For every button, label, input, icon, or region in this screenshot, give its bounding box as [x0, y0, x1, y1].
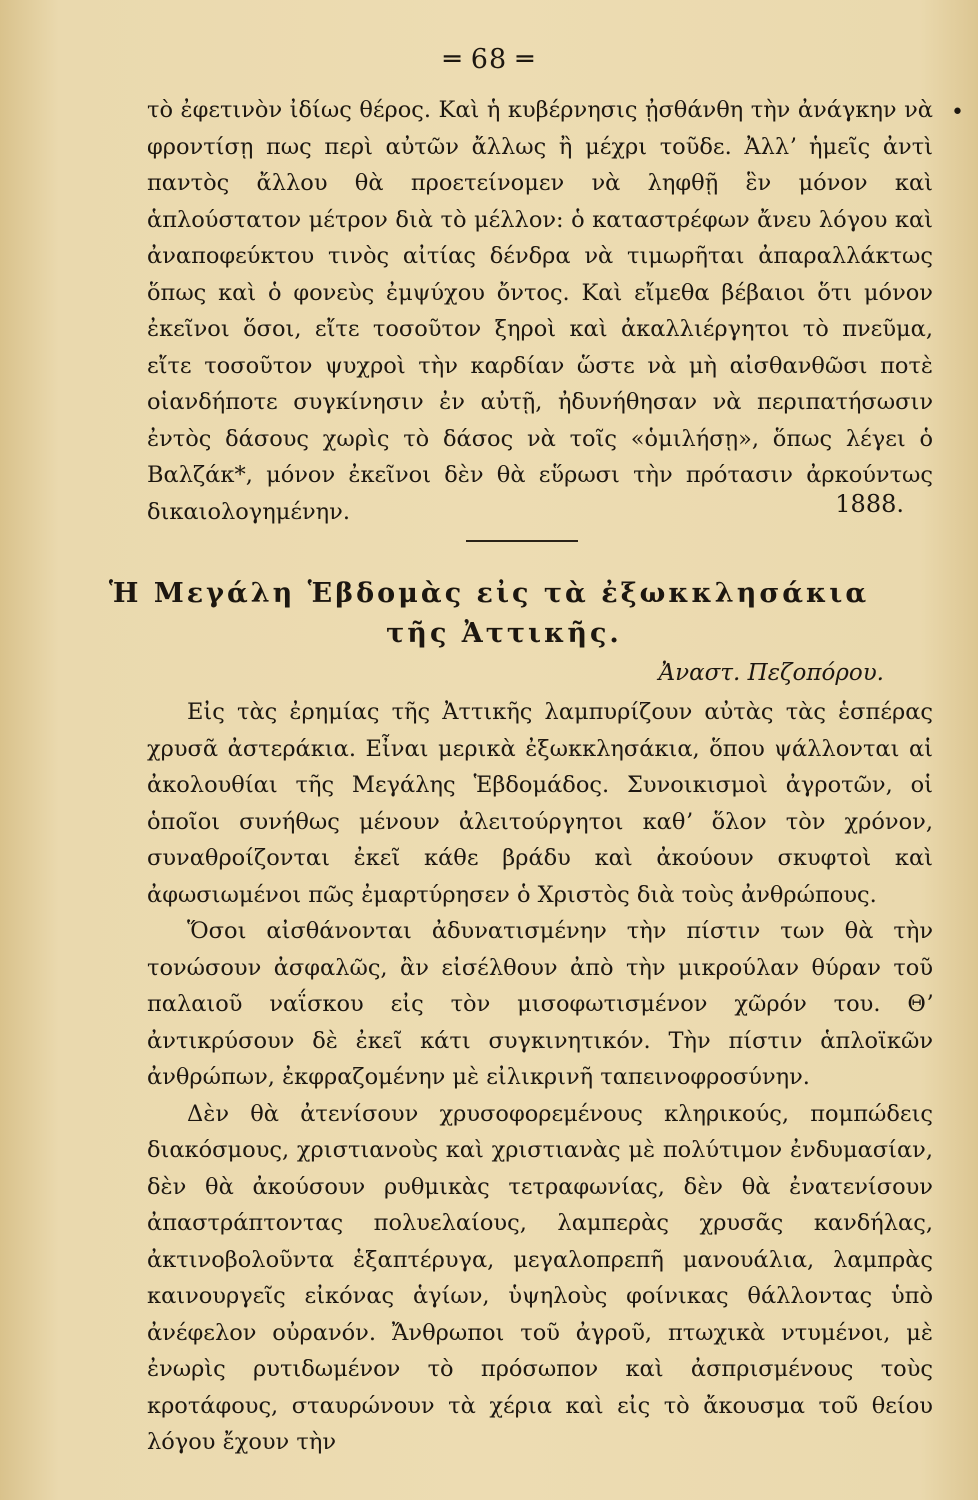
article-title-line-2: τῆς Ἀττικῆς. [386, 618, 622, 649]
article-end-text [147, 92, 933, 530]
article-title-line-1: Ἡ Μεγάλη Ἑβδομὰς εἰς τὰ ἐξωκκλησάκια [108, 578, 870, 609]
paragraph: Δὲν θὰ ἀτενίσουν χρυσοφορεμένους κληρικούς, πομπώδεις διακόσμους, χριστιανοὺς καὶ χριστιανὰς μὲ πολύτιμον ἐνδυμασίαν, δὲν θὰ ἀκούσουν ρυθμικὰς τετραφωνίας, δὲν θὰ ἐνατενίσουν ἀπαστράπτοντας πολυελαίους, λαμπερὰς χρυσᾶς κανδήλας, ἀκτινοβολοῦντα ἑξαπτέρυγα, μεγαλοπρεπῆ μανουάλια, λαμπρὰς καινουργεῖς εἰκόνας ἁγίων, ὑψηλοὺς φοίνικας θάλλοντας ὑπὸ ἀνέφελον οὐρανόν. Ἄνθρωποι τοῦ ἀγροῦ, πτωχικὰ ντυμένοι, μὲ ἐνωρὶς ρυτιδωμένον τὸ πρόσωπον καὶ ἀσπρισμένους τοὺς κροτάφους, σταυρώνουν τὰ χέρια καὶ εἰς τὸ ἄκουσμα τοῦ θείου λόγου ἔχουν τὴν [147, 1100, 933, 1455]
article-author: Ἀναστ. Πεζοπόρου. [658, 660, 884, 686]
paragraph: Ὅσοι αἰσθάνονται ἀδυνατισμένην τὴν πίστιν των θὰ τὴν τονώσουν ἀσφαλῶς, ἂν εἰσέλθουν ἀπὸ τὴν μικρούλαν θύραν τοῦ παλαιοῦ ναΐσκου εἰς τὸν μισοφωτισμένον χῶρόν του. Θʼ ἀντικρύσουν δὲ ἐκεῖ κάτι συγκινητικόν. Τὴν πίστιν ἁπλοϊκῶν ἀνθρώπων, ἐκφραζομένην μὲ εἰλικρινῆ ταπεινοφροσύνην. [147, 918, 933, 1090]
page-number: ═ 68 ═ [443, 44, 535, 75]
article-date: 1888. [835, 490, 904, 518]
paragraph: Εἰς τὰς ἐρημίας τῆς Ἀττικῆς λαμπυρίζουν αὐτὰς τὰς ἑσπέρας χρυσᾶ ἀστεράκια. Εἶναι μερικὰ ἐξωκκλησάκια, ὅπου ψάλλονται αἱ ἀκολουθίαι τῆς Μεγάλης Ἑβδομάδος. Συνοικισμοὶ ἀγροτῶν, οἱ ὁποῖοι συνήθως μένουν ἀλειτούργητοι καθʼ ὅλον τὸν χρόνον, συναθροίζονται ἐκεῖ κάθε βράδυ καὶ ἀκούουν σκυφτοὶ καὶ ἀφωσιωμένοι πῶς ἐμαρτύρησεν ὁ Χριστὸς διὰ τοὺς ἀνθρώπους. [147, 699, 933, 908]
article-body [147, 694, 933, 1461]
section-divider [466, 540, 578, 542]
margin-mark: • [951, 100, 964, 125]
paragraph: τὸ ἐφετινὸν ἰδίως θέρος. Καὶ ἡ κυβέρνησις ᾐσθάνθη τὴν ἀνάγκην νὰ φροντίσῃ πως περὶ αὐτῶν ἄλλως ἢ μέχρι τοῦδε. Ἀλλʼ ἡμεῖς ἀντὶ παντὸς ἄλλου θὰ προετείνομεν νὰ ληφθῇ ἓν μόνον καὶ ἁπλούστατον μέτρον διὰ τὸ μέλλον: ὁ καταστρέφων ἄνευ λόγου καὶ ἀναποφεύκτου τινὸς αἰτίας δένδρα νὰ τιμωρῆται ἀπαραλλάκτως ὅπως καὶ ὁ φονεὺς ἐμψύχου ὄντος. Καὶ εἴμεθα βέβαιοι ὅτι μόνον ἐκεῖνοι ὅσοι, εἴτε τοσοῦτον ξηροὶ καὶ ἀκαλλιέργητοι τὸ πνεῦμα, εἴτε τοσοῦτον ψυχροὶ τὴν καρδίαν ὥστε νὰ μὴ αἰσθανθῶσι ποτὲ οἱανδήποτε συγκίνησιν ἐν αὐτῇ, ἠδυνήθησαν νὰ περιπατήσωσιν ἐντὸς δάσους χωρὶς τὸ δάσος νὰ τοῖς «ὁμιλήσῃ», ὅπως λέγει ὁ Βαλζάκ*, μόνον ἐκεῖνοι δὲν θὰ εὕρωσι τὴν πρότασιν ἀρκούντως δικαιολογημένην. [147, 97, 933, 525]
